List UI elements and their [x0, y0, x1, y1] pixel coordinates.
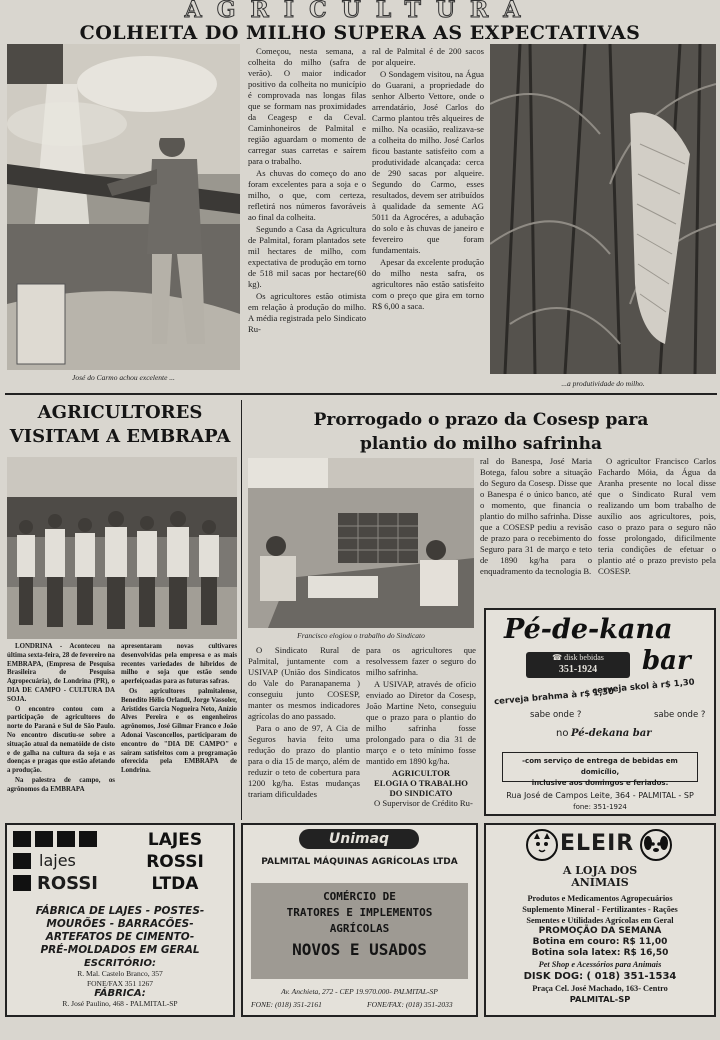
article3-col-a — [480, 456, 592, 628]
product-line: PRÉ-MOLDADOS EM GERAL — [40, 944, 200, 956]
subheading-line: ELOGIA O TRABALHO — [374, 778, 468, 788]
paragraph: LONDRINA - Aconteceu na última sexta-feira, 28 de fevereiro na EMBRAPA, (Empresa de Pesquisa Brasileira de Pesquisa Agropecuária), de Londrina (PR), o DIA DE CAMPO - CULTURA DA SOJA. — [7, 643, 115, 703]
ad-celeiro — [484, 823, 716, 1017]
celeiro-brand: ELEIR — [560, 831, 635, 856]
article1-col1 — [248, 46, 366, 388]
product-line: ARTEFATOS DE CIMENTO- — [45, 931, 195, 943]
logo-word-rossi: ROSSI — [37, 873, 98, 894]
logo-word-lajes: lajes — [39, 851, 76, 870]
paragraph: Apesar da excelente produção do milho nesta safra, os agricultores não estão satisfeito com o preço que gira em torno R$ 6,00 a saca. — [372, 257, 484, 311]
promo-line: Botina em couro: R$ 11,00 — [532, 937, 668, 947]
title-line: ROSSI — [146, 852, 204, 872]
divider-vertical — [241, 400, 242, 820]
subheading-line: AGRICULTOR — [391, 768, 451, 778]
paragraph: O encontro contou com a participação de agricultores do norte do Paraná e Sul de São Paulo. No encontro discutiu-se sobre a situação atual da nematóide de cisto e de galha na cultura da soja e as doenças e pragas que estão afetando a produção. — [7, 705, 115, 775]
answer-prefix: no — [556, 728, 569, 739]
where-2: sabe onde ? — [654, 710, 706, 720]
paragraph: O Sindicato Rural de Palmital, juntamente com a USIVAP (União dos Sindicatos do Vale do Paranapanema ) conseguiu junto COSESP, manter os mesmos indicadores agrícolas do ano passado. — [248, 645, 360, 721]
factory-address: R. José Paulino, 468 - PALMITAL-SP — [62, 999, 178, 1008]
article3-col1 — [248, 645, 360, 820]
petshop-line: Pet Shop e Acessórios para Animais — [538, 960, 662, 969]
logo-block — [13, 875, 31, 891]
paragraph: O Supervisor de Crédito Ru- — [374, 798, 473, 808]
ad-pedekana-address: Rua José de Campos Leite, 364 - PALMITAL - SP — [506, 791, 694, 800]
service-line: inclusive aos domingos e feriados. — [531, 779, 669, 787]
disk-dog: DISK DOG: ( 018) 351-1534 — [523, 971, 677, 982]
offer-line: AGRÍCOLAS — [329, 922, 390, 935]
ad-pedekana-fone: fone: 351-1924 — [573, 803, 627, 811]
article2-headline-line1: AGRICULTORES — [37, 402, 203, 423]
lajes-contacts — [7, 959, 233, 1009]
paragraph: Na palestra de campo, os agrônomos da EMBRAPA — [7, 776, 115, 793]
paragraph: ral de Palmital é de 200 sacos por alqueire. — [372, 46, 484, 67]
paragraph: A USIVAP, através de ofício enviado ao Diretor da Cosesp, João Martine Neto, conseguiu que o prazo para o plantio do milho safrinha fosse prolongado para o dia 31 de março e o teto mínimo fosse mantido em 1890 kg/ha. — [366, 679, 476, 766]
caption-left: José do Carmo achou excelente ... — [72, 373, 175, 382]
factory-label: FÁBRICA: — [94, 988, 146, 999]
article1-col2 — [372, 46, 484, 388]
ad-pedekana-name: Pé-de-kana — [504, 614, 673, 645]
caption-sindicato: Francisco elogiou o trabalho do Sindicato — [297, 631, 425, 640]
unimaq-fone: FONE: (018) 351-2161 — [251, 1000, 322, 1009]
product-line: Sementes e Utilidades Agrícolas em Geral — [526, 916, 674, 925]
product-line: MOURÕES - BARRACÕES- — [46, 918, 194, 930]
where-1: sabe onde ? — [530, 710, 582, 720]
tagline-line: A LOJA DOS — [562, 864, 638, 877]
section-title: AGRICULTURA — [184, 0, 536, 20]
subheading — [366, 768, 476, 798]
logo-block — [79, 831, 97, 847]
photo-sindicato-office — [248, 458, 474, 628]
article2-col1 — [7, 643, 115, 819]
unimaq-offer-panel — [251, 883, 468, 979]
offer-line: NOVOS E USADOS — [292, 940, 427, 959]
logo-block — [57, 831, 75, 847]
phone-badge — [526, 652, 630, 678]
paragraph: Os agricultores estão otimista em relação à produção do milho. A média registrada pelo Sindicato Ru- — [248, 291, 366, 334]
office-phone: FONE/FAX 351 1267 — [86, 979, 154, 988]
logo-block — [13, 853, 31, 869]
unimaq-address: Av. Anchieta, 272 - CEP 19.970.000- PALMITAL-SP — [281, 987, 438, 996]
ad-pedekana — [484, 608, 716, 816]
article2-headline-line2: VISITAM A EMBRAPA — [9, 426, 231, 447]
article3-col-b — [598, 456, 716, 606]
cat-icon — [526, 829, 558, 861]
promo-line: Botina sola latex: R$ 16,50 — [531, 948, 669, 958]
ad-lajes-rossi — [5, 823, 235, 1017]
celeiro-products — [486, 893, 714, 1005]
lajes-title — [119, 829, 231, 895]
paragraph: Os agricultores palmitalense, Benedito Hélio Orlandi, Jorge Vassoler, Aristides Garcia Nogueira Neto, Anízio Alves Pereira e os engenheiros agrônomos, José Gilmar Franco e João Adonai Vasconcellos, participaram do encontro do "DIA DE CAMPO" e saíram satisfeitos com a programação oferecida pela EMBRAPA de Londrina. — [121, 687, 237, 775]
ad-pedekana-phone-label — [526, 652, 630, 664]
subheading-line: DO SINDICATO — [389, 788, 453, 798]
lajes-logo — [13, 831, 113, 897]
celeiro-tagline — [486, 865, 714, 889]
logo-block — [35, 831, 53, 847]
answer-name: Pé-dekana bar — [570, 728, 652, 739]
office-address: R. Mal. Castelo Branco, 357 — [77, 969, 163, 978]
divider-horizontal — [5, 393, 717, 395]
unimaq-fax: FONE/FAX: (018) 351-2033 — [367, 1000, 453, 1009]
article3-headline-line2: plantio do milho safrinha — [359, 434, 602, 454]
photo-embrapa-group — [7, 457, 237, 639]
article3-headline-line1: Prorrogado o prazo da Cosesp para — [313, 410, 649, 430]
photo-harvest-farmer — [7, 44, 240, 370]
paragraph: As chuvas do começo do ano foram excelentes para a soja e o milho, o que, com certeza, refletirá nos números favoráveis ao final da colheita. — [248, 168, 366, 222]
offer-line: COMÉRCIO DE — [323, 890, 396, 903]
paragraph: O Sondagem visitou, na Água do Guarani, a propriedade do senhor Alberto Vettore, onde o arrendatário, José Carlos do Carmo plantou três alqueires de milho. Na ocasião, realizava-se a colheita do milho. José Carlos ficou bastante satisfeito com a produtividade alcançada: cerca de 290 sacas por alqueire. Segundo do Carmo, esses resultados, devem ser atribuídos à qualidade da semente AG 5011 da Agrocéres, a adubação do solo e às chuvas de janeiro e fevereiro que foram fundamentais. — [372, 69, 484, 255]
article2-col2 — [121, 643, 237, 819]
paragraph: Segundo a Casa da Agricultura de Palmital, foram plantados sete mil hectares de milho, com expectativa de produção em torno de 518 mil sacas por hectare(60 kg). — [248, 224, 366, 289]
ad-unimaq — [241, 823, 478, 1017]
service-box — [502, 752, 698, 787]
product-line: Suplemento Mineral - Fertilizantes - Rações — [522, 905, 678, 914]
paragraph: O agricultor Francisco Carlos Fachardo Móia, da Água da Aranha presente no local disse que o Sindicato Rural vem realizando um bom trabalho de auxílio aos agricultores, pois, caso o prazo para o seguro não fosse prolongado, dificilmente teria condições de efetuar o plantio até o prazo previsto pela COSESP. — [598, 456, 716, 576]
office-label: ESCRITÓRIO: — [83, 958, 157, 969]
article1-headline: COLHEITA DO MILHO SUPERA AS EXPECTATIVAS — [79, 22, 641, 44]
ad-pedekana-phone: 351-1924 — [558, 664, 598, 675]
tagline-line: ANIMAIS — [571, 876, 629, 889]
offer-brahma: cerveja brahma à r$ 1,30 — [493, 686, 615, 708]
title-line: LAJES — [147, 830, 203, 850]
ad-pedekana-answer — [556, 728, 651, 739]
phone-label: disk bebidas — [564, 653, 604, 662]
unimaq-logo: Unimaq — [299, 829, 419, 849]
offer-line: TRATORES E IMPLEMENTOS — [286, 906, 433, 919]
lajes-products — [7, 905, 233, 957]
unimaq-company: PALMITAL MÁQUINAS AGRÍCOLAS LTDA — [261, 857, 458, 867]
paragraph: Para o ano de 97, A Cia de Seguros havia feito uma redução do prazo do plantio para o dia 15 de março, além de reduzir o teto de cobertura para 1200 kg/ha. Estas mudanças trariam dificuldades — [248, 723, 360, 799]
celeiro-city: PALMITAL-SP — [569, 994, 631, 1004]
paragraph: para os agricultores que resolvessem fazer o seguro do milho safrinha. — [366, 645, 476, 677]
service-line: -com serviço de entrega de bebidas em domicílio, — [522, 757, 678, 776]
paragraph: ral do Banespa, José Maria Botega, falou sobre a situação do Seguro da Cosesp. Disse que o Banespa é o único banco, até o momento, que financia o plantio do milho safrinha. Disse que a COSESP pediu a revisão de prazo para o recebimento do Seguro para 31 de março e teto de 1890 kg/ha para o enquadramento da tecnologia B. — [480, 456, 592, 576]
title-line: LTDA — [151, 874, 199, 894]
logo-block — [13, 831, 31, 847]
phone-icon: ☎ — [552, 653, 563, 662]
ad-pedekana-bar: bar — [642, 646, 691, 676]
promo-title: PROMOÇÃO DA SEMANA — [538, 926, 662, 936]
product-line: FÁBRICA DE LAJES - POSTES- — [35, 905, 205, 917]
caption-right: ...a produtividade do milho. — [561, 379, 645, 388]
photo-corn-field — [490, 44, 716, 374]
celeiro-address: Praça Cel. José Machado, 163- Centro — [532, 984, 668, 993]
article3-col2 — [366, 645, 476, 820]
offer-skol: cerveja skol à r$ 1,30 — [591, 677, 696, 697]
paragraph: apresentaram novas cultivares desenvolvidas pela empresa e as mais recentes variedades de híbridos de milho e soja que estão sendo aperfeiçoadas para as futuras safras. — [121, 643, 237, 686]
product-line: Produtos e Medicamentos Agropecuários — [527, 894, 673, 903]
dog-icon — [640, 829, 672, 861]
paragraph: Começou, nesta semana, a colheita do milho (safra de verão). O maior indicador positivo da colheita no município é comprovada nas longas filas que se formam nas proximidades da Ceagesp e da Ceval. Caminhoneiros de Palmital e região aguardam o momento de carregar suas carretas e saírem para o trabalho. — [248, 46, 366, 166]
